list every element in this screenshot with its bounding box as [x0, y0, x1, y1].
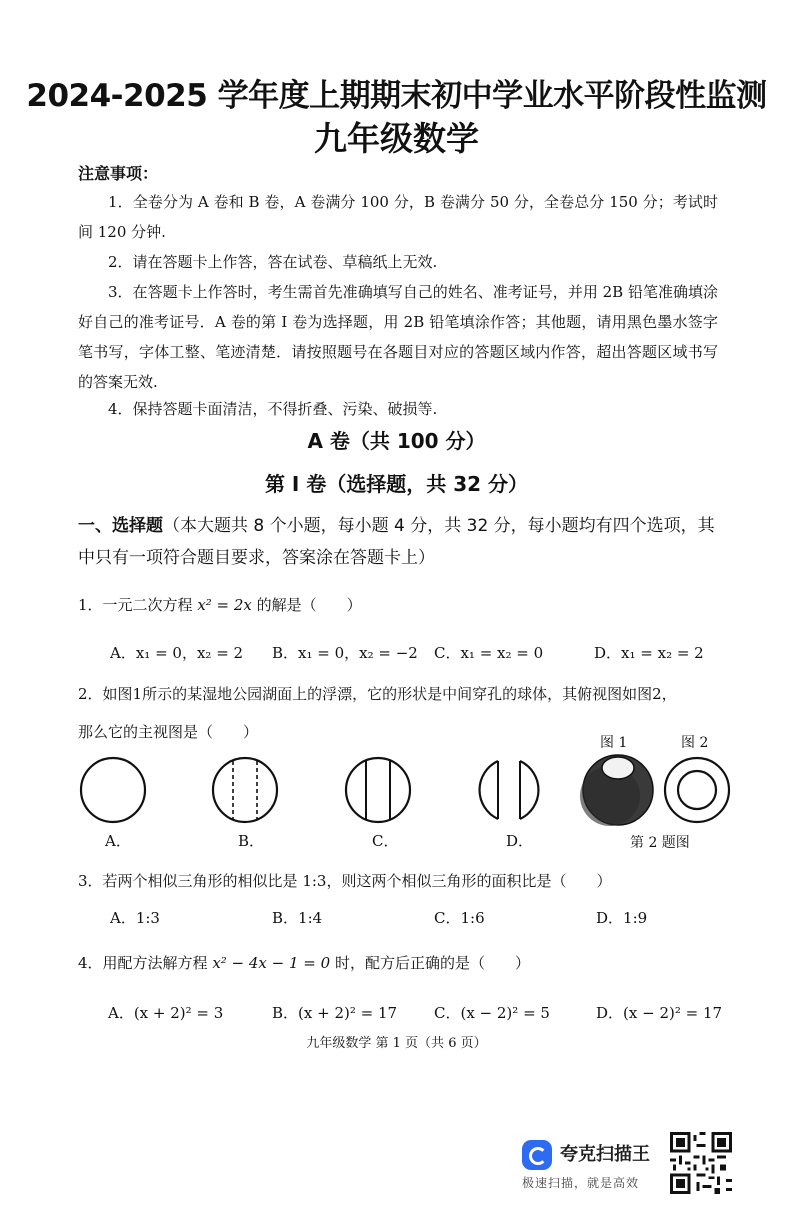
q2-option-d: D．	[506, 832, 534, 850]
part1-heading	[78, 510, 723, 574]
part1-title: 一、选择题	[78, 516, 163, 536]
q2-option-a: A．	[105, 832, 131, 850]
part1-desc: （本大题共 8 个小题，每小题 4 分，共 32 分，每小题均有四个选项，其中只有一项符合题目要求，答案涂在答题卡上）	[78, 516, 715, 568]
page-footer: 九年级数学 第 1 页（共 6 页）	[306, 1036, 487, 1051]
q2-option-b-figure	[213, 758, 277, 822]
qr-code-icon	[670, 1132, 732, 1194]
q4-option-c: C．(x − 2)² = 5	[434, 1004, 550, 1022]
q1-stem-pre: 1．一元二次方程	[78, 596, 198, 614]
q1-option-a: A．x₁ = 0，x₂ = 2	[110, 644, 244, 662]
notice-item-1: 1．全卷分为 A 卷和 B 卷，A 卷满分 100 分，B 卷满分 50 分，全卷总分 150 分；考试时间 120 分钟.	[78, 193, 718, 241]
notice-heading: 注意事项：	[78, 164, 159, 183]
q4-stem-pre: 4．用配方法解方程	[78, 954, 213, 972]
q1-equation: x² = 2x	[197, 596, 252, 614]
exam-subtitle: 九年级数学	[314, 119, 479, 158]
scanner-logo-icon	[522, 1140, 552, 1170]
q1-option-c: C．x₁ = x₂ = 0	[434, 644, 544, 662]
q4-option-a: A．(x + 2)² = 3	[108, 1004, 224, 1022]
q4-stem	[78, 952, 530, 973]
q4-stem-post: 时，配方后正确的是（ ）	[330, 954, 530, 972]
q2-stem-line1: 2．如图1所示的某湿地公园湖面上的浮漂，它的形状是中间穿孔的球体，其俯视图如图2，	[78, 685, 677, 703]
q4-option-d: D．(x − 2)² = 17	[596, 1004, 723, 1022]
q2-fig1-photo	[580, 755, 653, 826]
q2-option-a-figure	[81, 758, 145, 822]
q4-equation: x² − 4x − 1 = 0	[212, 954, 331, 972]
q1-option-d: D．x₁ = x₂ = 2	[594, 644, 704, 662]
exam-title: 2024-2025 学年度上期期末初中学业水平阶段性监测	[26, 78, 767, 114]
q2-fig2-label: 图 2	[681, 735, 709, 751]
q3-option-b: B．1:4	[272, 909, 323, 927]
scanner-name: 夸克扫描王	[560, 1144, 650, 1165]
q3-option-a: A．1:3	[110, 909, 160, 927]
q1-option-b: B．x₁ = 0，x₂ = −2	[272, 644, 418, 662]
q3-option-d: D．1:9	[596, 909, 648, 927]
notice-item-2: 2．请在答题卡上作答，答在试卷、草稿纸上无效.	[108, 253, 438, 271]
section-1-heading: 第 I 卷（选择题，共 32 分）	[264, 472, 529, 496]
notice-item-4: 4．保持答题卡面清洁，不得折叠、污染、破损等.	[108, 400, 438, 418]
q2-option-d-figure	[480, 761, 539, 819]
notice-item-3: 3．在答题卡上作答时，考生需首先准确填写自己的姓名、准考证号，并用 2B 铅笔准确填涂好自己的准考证号．A 卷的第 I 卷为选择题，用 2B 铅笔填涂作答；其他题，请用黑色墨水签字笔书写，字体工整、笔迹清楚．请按照题号在各题目对应的答题区域内作答，超出答题区域书写的答案无效.	[78, 283, 718, 391]
q2-option-b: B．	[238, 832, 265, 850]
q2-figures	[70, 752, 750, 832]
section-a-heading: A 卷（共 100 分）	[307, 429, 486, 453]
q2-fig2-ring	[665, 758, 729, 822]
q3-stem: 3．若两个相似三角形的相似比是 1:3，则这两个相似三角形的面积比是（ ）	[78, 872, 612, 890]
q1-stem-post: 的解是（ ）	[251, 596, 362, 614]
q2-stem-line2: 那么它的主视图是（ ）	[78, 723, 259, 741]
q2-option-c-figure	[346, 758, 410, 822]
q2-figure-caption: 第 2 题图	[630, 835, 690, 851]
scanner-slogan: 极速扫描，就是高效	[522, 1176, 640, 1190]
q1-stem	[78, 594, 362, 615]
q2-fig1-label: 图 1	[600, 735, 628, 751]
q3-option-c: C．1:6	[434, 909, 485, 927]
q4-option-b: B．(x + 2)² = 17	[272, 1004, 398, 1022]
q2-option-c: C．	[372, 832, 399, 850]
